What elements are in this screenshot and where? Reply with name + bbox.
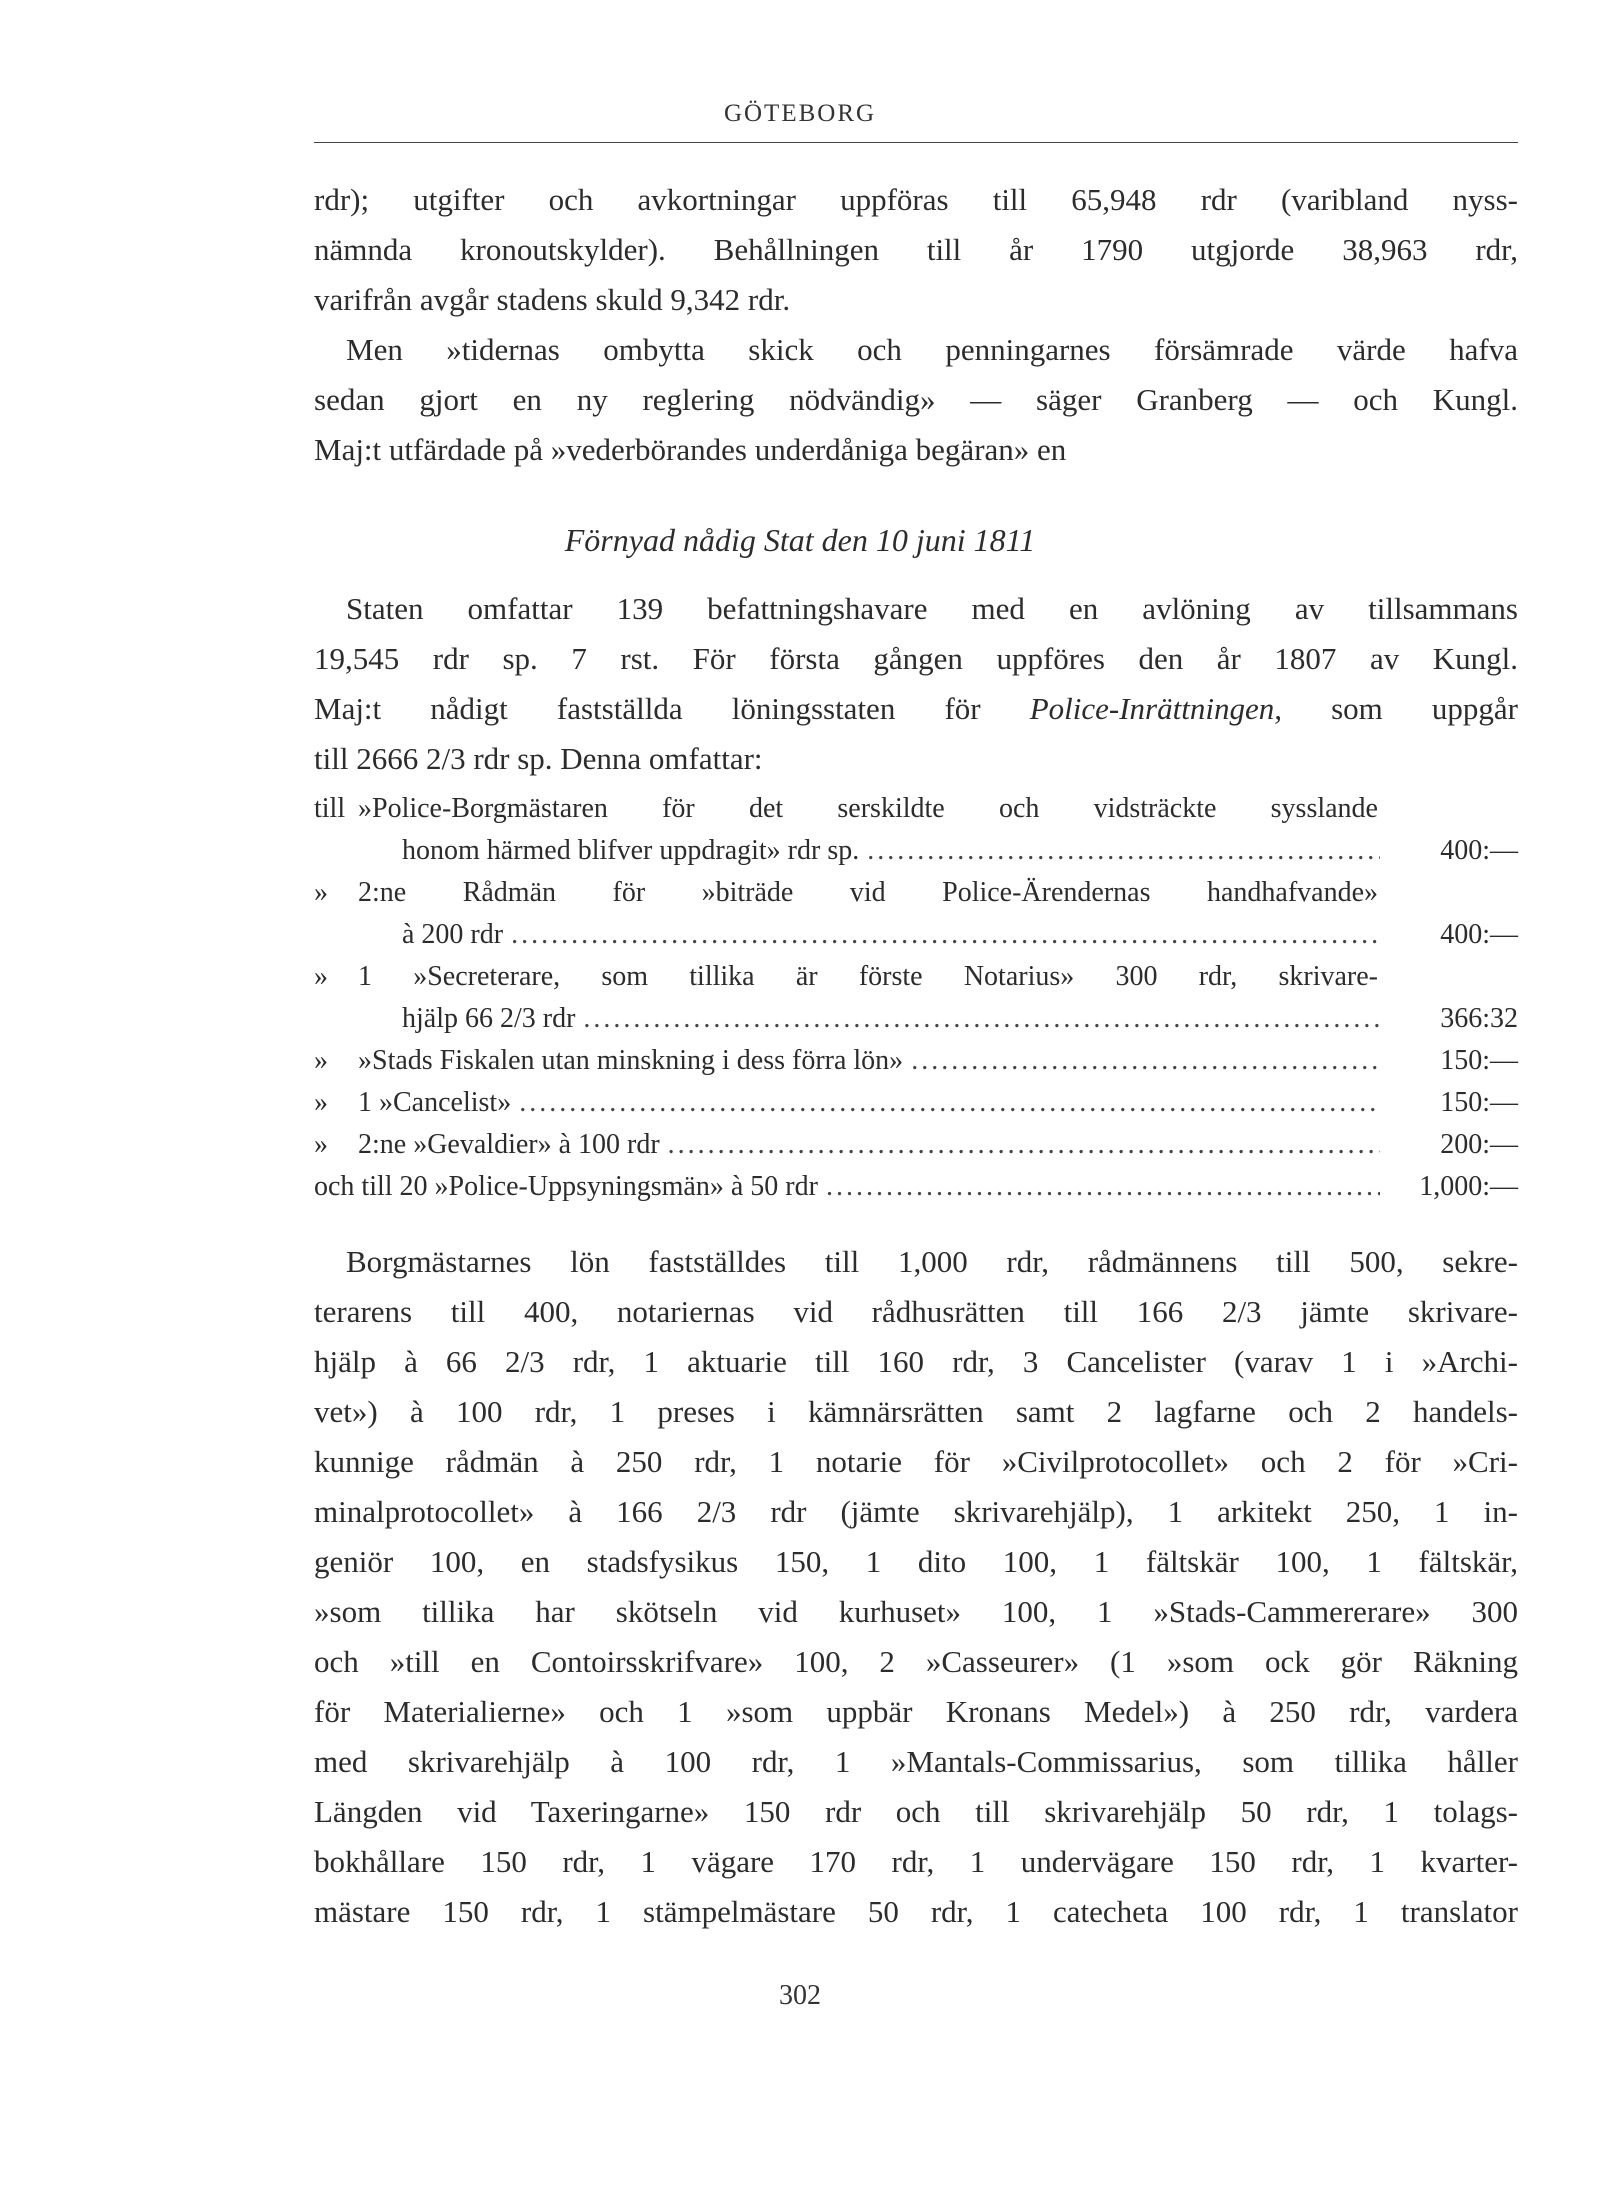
salary-row bbox=[314, 1040, 1518, 1082]
row-amount: 400:— bbox=[1440, 835, 1518, 866]
italic-term: Police-Inrättningen, bbox=[1029, 691, 1282, 726]
page-number: 302 bbox=[779, 1980, 821, 2011]
row-text: 1 »Secreterare, som tillika är förste Notarius» 300 rdr, skrivare- bbox=[358, 961, 1378, 992]
salary-row-continuation bbox=[314, 998, 1518, 1040]
text-line: till 2666 2/3 rdr sp. Denna omfattar: bbox=[314, 741, 763, 776]
text-line: Borgmästarnes lön fastställdes till 1,000 rdr, rådmännens till 500, sekre- bbox=[346, 1244, 1518, 1279]
dot-leader bbox=[867, 830, 1380, 872]
text-line: sedan gjort en ny reglering nödvändig» — säger Granberg — och Kungl. bbox=[314, 382, 1518, 417]
running-header: GÖTEBORG bbox=[723, 100, 877, 127]
dot-leader bbox=[583, 998, 1380, 1040]
row-amount: 1,000:— bbox=[1419, 1171, 1518, 1202]
row-text: »Police-Borgmästaren för det serskildte och vidsträckte sysslande bbox=[358, 793, 1378, 824]
header-rule bbox=[314, 142, 1518, 143]
text-line: Staten omfattar 139 befattningshavare med en avlöning av tillsammans bbox=[346, 591, 1518, 626]
row-prefix: » bbox=[314, 1087, 328, 1118]
text-line: hjälp à 66 2/3 rdr, 1 aktuarie till 160 rdr, 3 Cancelister (varav 1 i »Archi- bbox=[314, 1344, 1518, 1379]
salary-row bbox=[314, 956, 1518, 998]
text-line: bokhållare 150 rdr, 1 vägare 170 rdr, 1 undervägare 150 rdr, 1 kvarter- bbox=[314, 1844, 1518, 1879]
text-segment: som uppgår bbox=[1281, 691, 1518, 726]
text-line: för Materialierne» och 1 »som uppbär Kronans Medel») à 250 rdr, vardera bbox=[314, 1694, 1518, 1729]
row-prefix: » bbox=[314, 1129, 328, 1160]
row-amount: 150:— bbox=[1440, 1087, 1518, 1118]
salary-row-continuation bbox=[314, 830, 1518, 872]
salary-row bbox=[314, 872, 1518, 914]
text-line: Längden vid Taxeringarne» 150 rdr och till skrivarehjälp 50 rdr, 1 tolags- bbox=[314, 1794, 1518, 1829]
text-line: mästare 150 rdr, 1 stämpelmästare 50 rdr, 1 catecheta 100 rdr, 1 translator bbox=[314, 1894, 1518, 1929]
text-line: geniör 100, en stadsfysikus 150, 1 dito 100, 1 fältskär 100, 1 fältskär, bbox=[314, 1544, 1518, 1579]
row-text: »Stads Fiskalen utan minskning i dess förra lön» bbox=[358, 1045, 904, 1076]
text-line: Men »tidernas ombytta skick och penningarnes försämrade värde hafva bbox=[346, 332, 1518, 367]
staten-paragraph bbox=[314, 584, 1518, 784]
text-line: Maj:t utfärdade på »vederbörandes underdåniga begäran» en bbox=[314, 432, 1067, 467]
text-line: terarens till 400, notariernas vid rådhusrätten till 166 2/3 jämte skrivare- bbox=[314, 1294, 1518, 1329]
dot-leader bbox=[911, 1040, 1380, 1082]
row-text: à 200 rdr bbox=[402, 919, 504, 950]
text-line: rdr); utgifter och avkortningar uppföras till 65,948 rdr (varibland nyss- bbox=[314, 182, 1518, 217]
row-text: honom härmed blifver uppdragit» rdr sp. bbox=[402, 835, 860, 866]
text-line: nämnda kronoutskylder). Behållningen till år 1790 utgjorde 38,963 rdr, bbox=[314, 232, 1518, 267]
text-segment: Maj:t nådigt fastställda löningsstaten för bbox=[314, 691, 1030, 726]
row-amount: 366:32 bbox=[1440, 1003, 1518, 1034]
salary-list bbox=[314, 788, 1518, 1208]
dot-leader bbox=[519, 1082, 1380, 1124]
text-line: minalprotocollet» à 166 2/3 rdr (jämte skrivarehjälp), 1 arkitekt 250, 1 in- bbox=[314, 1494, 1518, 1529]
row-text: hjälp 66 2/3 rdr bbox=[402, 1003, 576, 1034]
row-text: 2:ne »Gevaldier» à 100 rdr bbox=[358, 1129, 660, 1160]
salary-row bbox=[314, 1124, 1518, 1166]
row-text: 1 »Cancelist» bbox=[358, 1087, 512, 1118]
dot-leader bbox=[668, 1124, 1380, 1166]
text-line: och »till en Contoirsskrifvare» 100, 2 »Casseurer» (1 »som ock gör Räkning bbox=[314, 1644, 1518, 1679]
row-amount: 400:— bbox=[1440, 919, 1518, 950]
row-prefix: till bbox=[314, 793, 346, 824]
intro-paragraph bbox=[314, 175, 1518, 475]
salary-row bbox=[314, 788, 1518, 830]
dot-leader bbox=[511, 914, 1380, 956]
row-amount: 200:— bbox=[1440, 1129, 1518, 1160]
row-text: och till 20 »Police-Uppsyningsmän» à 50 rdr bbox=[314, 1171, 818, 1202]
section-heading: Förnyad nådig Stat den 10 juni 1811 bbox=[564, 522, 1036, 558]
salary-row bbox=[314, 1082, 1518, 1124]
text-line: varifrån avgår stadens skuld 9,342 rdr. bbox=[314, 282, 791, 317]
text-line: »som tillika har skötseln vid kurhuset» 100, 1 »Stads-Cammererare» 300 bbox=[314, 1594, 1518, 1629]
row-amount: 150:— bbox=[1440, 1045, 1518, 1076]
text-line: med skrivarehjälp à 100 rdr, 1 »Mantals-Commissarius, som tillika håller bbox=[314, 1744, 1518, 1779]
text-line bbox=[314, 684, 1518, 734]
body-paragraph bbox=[314, 1237, 1518, 1937]
text-line: 19,545 rdr sp. 7 rst. För första gången uppföres den år 1807 av Kungl. bbox=[314, 641, 1518, 676]
salary-row bbox=[314, 1166, 1518, 1208]
row-text: 2:ne Rådmän för »biträde vid Police-Ärendernas handhafvande» bbox=[358, 877, 1378, 908]
dot-leader bbox=[826, 1166, 1380, 1208]
row-prefix: » bbox=[314, 961, 328, 992]
text-line: kunnige rådmän à 250 rdr, 1 notarie för »Civilprotocollet» och 2 för »Cri- bbox=[314, 1444, 1518, 1479]
row-prefix: » bbox=[314, 877, 328, 908]
text-line: vet») à 100 rdr, 1 preses i kämnärsrätten samt 2 lagfarne och 2 handels- bbox=[314, 1394, 1518, 1429]
salary-row-continuation bbox=[314, 914, 1518, 956]
row-prefix: » bbox=[314, 1045, 328, 1076]
